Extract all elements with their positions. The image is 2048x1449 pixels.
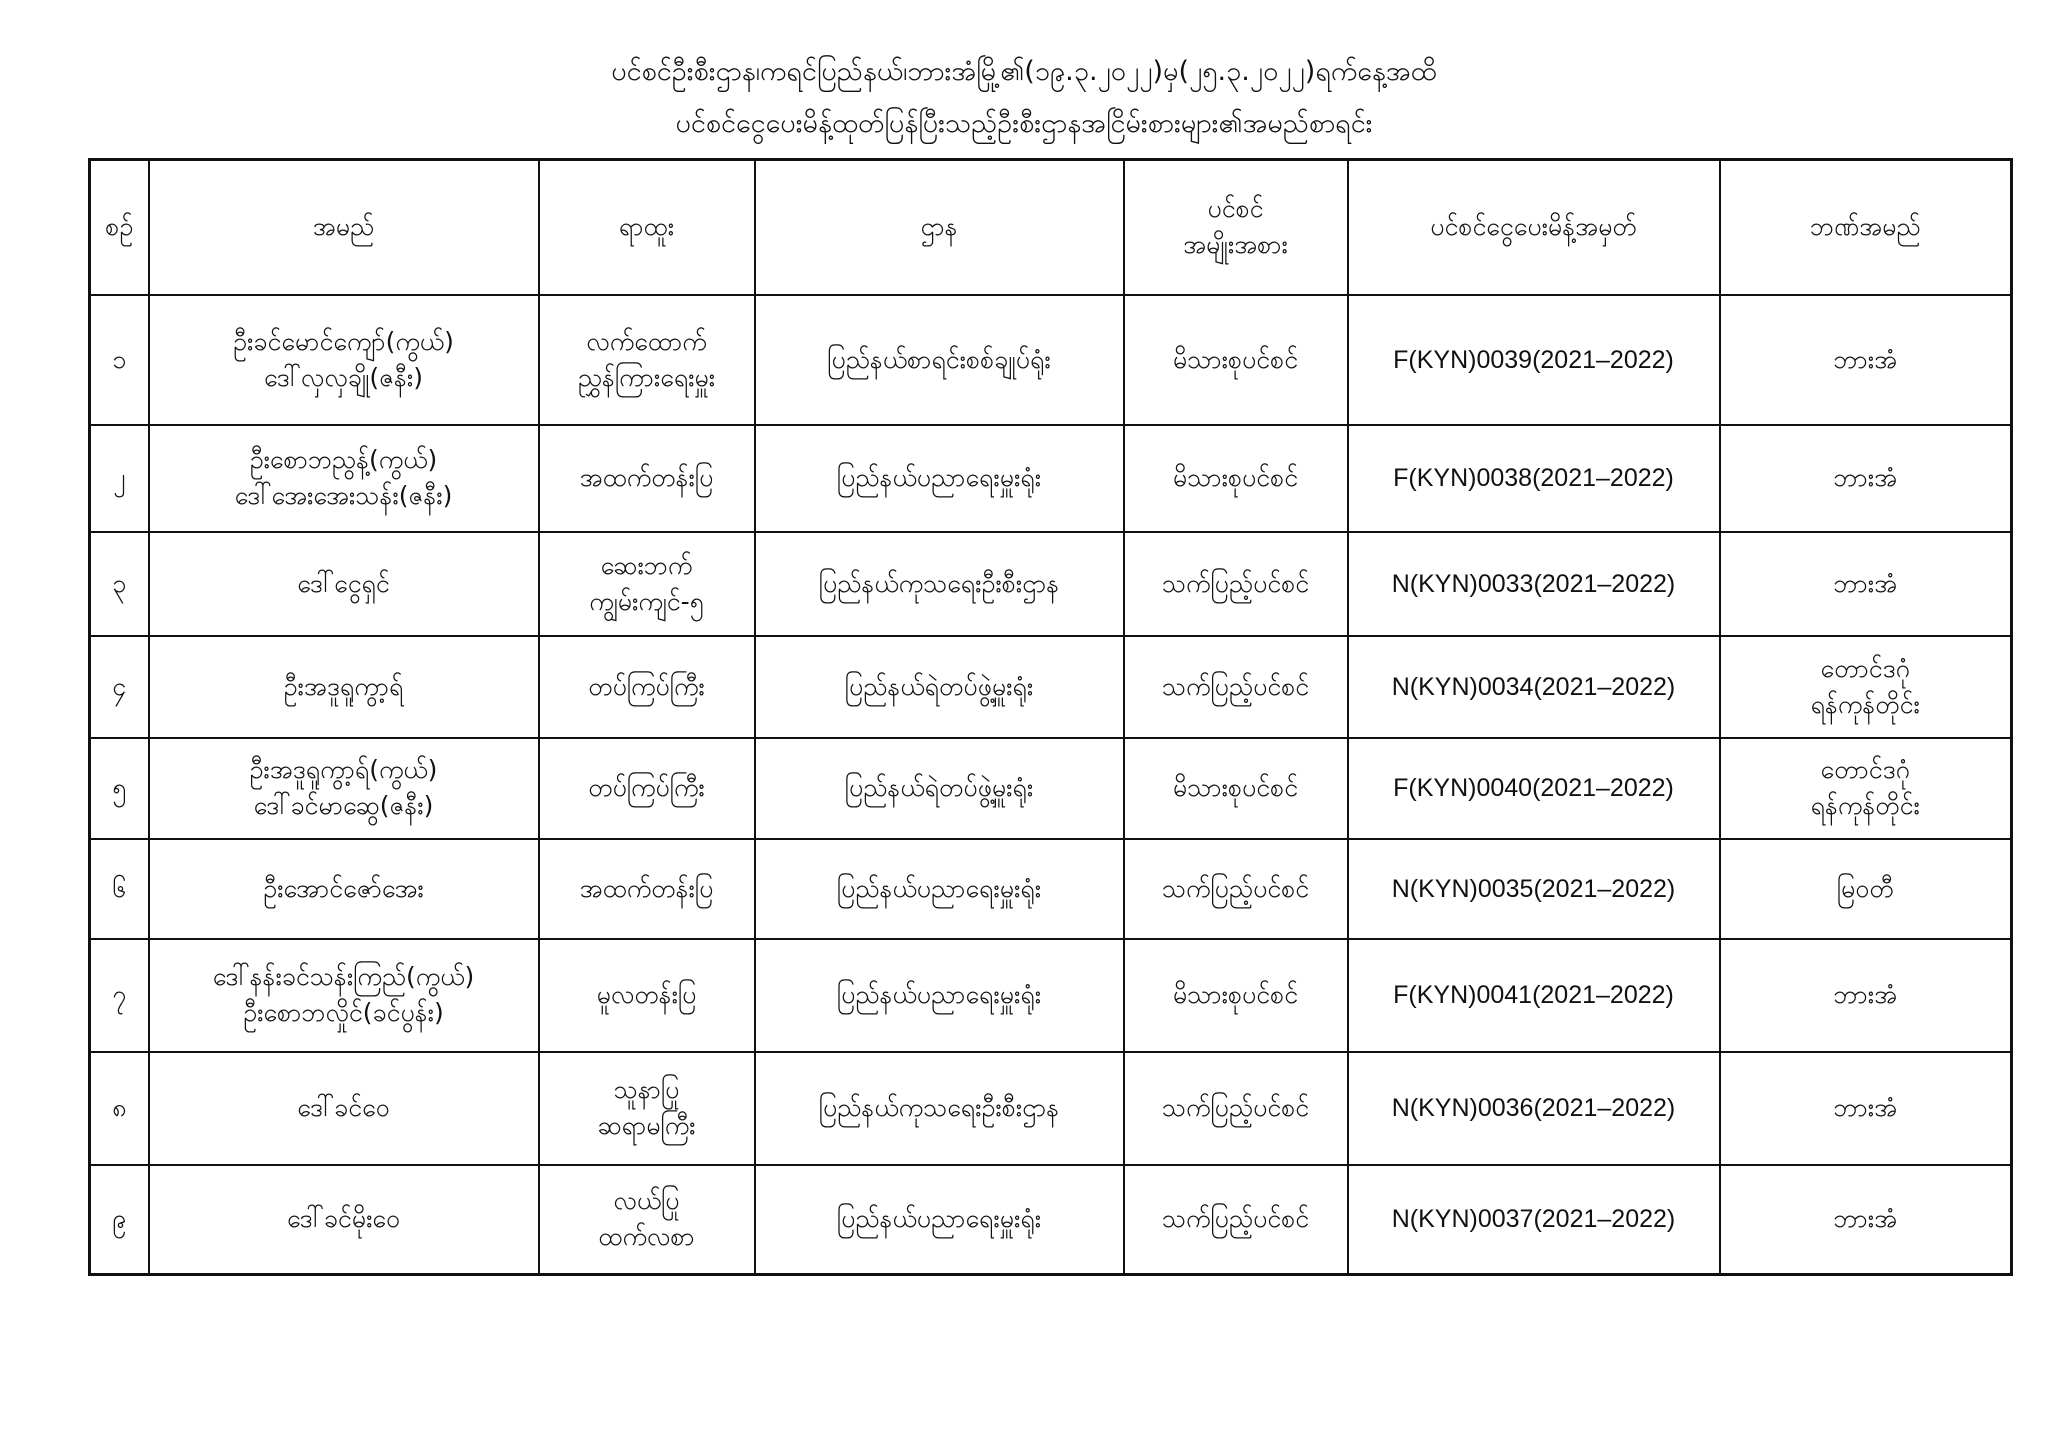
cell-department: ပြည်နယ်စာရင်းစစ်ချုပ်ရုံး [755, 295, 1124, 425]
table-row [90, 425, 2012, 532]
rank-line: ညွှန်ကြားရေးမှူး [577, 362, 716, 392]
cell-serial-no: ၉ [90, 1165, 149, 1275]
rank-line: ကျွမ်းကျင်-၅ [589, 586, 704, 616]
table-row [90, 939, 2012, 1052]
cell-pension-order-number: F(KYN)0041(2021–2022) [1348, 939, 1720, 1052]
cell-pension-order-number: N(KYN)0036(2021–2022) [1348, 1052, 1720, 1165]
table-row [90, 1052, 2012, 1165]
cell-pension-type: သက်ပြည့်ပင်စင် [1124, 532, 1348, 636]
cell-bank-name [1720, 738, 2012, 839]
cell-rank [539, 425, 755, 532]
document-title-line-1: ပင်စင်ဦးစီးဌာန၊ကရင်ပြည်နယ်၊ဘားအံမြို့၏(၁၉.၃.၂၀၂၂)မှ(၂၅.၃.၂၀၂၂)ရက်နေ့အထိ [611, 56, 1437, 87]
cell-pension-type: မိသားစုပင်စင် [1124, 738, 1348, 839]
table-row [90, 1165, 2012, 1275]
cell-department: ပြည်နယ်ရဲတပ်ဖွဲ့မှူးရုံး [755, 636, 1124, 738]
pensioner-table [88, 158, 2013, 1276]
rank-line: တပ်ကြပ်ကြီး [588, 773, 705, 802]
table-row [90, 839, 2012, 939]
cell-name [149, 1052, 539, 1165]
name-line: ဒေါ်ခင်မိုးဝေ [286, 1204, 401, 1234]
table-header-row [90, 160, 2012, 295]
cell-pension-type: မိသားစုပင်စင် [1124, 295, 1348, 425]
cell-name [149, 939, 539, 1052]
cell-bank-name [1720, 532, 2012, 636]
rank-line: မူလတန်းပြ [596, 980, 697, 1009]
cell-name [149, 425, 539, 532]
cell-serial-no: ၇ [90, 939, 149, 1052]
header-pension-order-number: ပင်စင်ငွေပေးမိန့်အမှတ် [1348, 160, 1720, 295]
rank-line: ထက်လစာ [598, 1222, 695, 1252]
cell-pension-type: သက်ပြည့်ပင်စင် [1124, 839, 1348, 939]
cell-department: ပြည်နယ်ကုသရေးဦးစီးဌာန [755, 532, 1124, 636]
cell-bank-name [1720, 839, 2012, 939]
rank-line: ဆေးဘက် [600, 550, 693, 580]
cell-rank [539, 1052, 755, 1165]
cell-rank [539, 839, 755, 939]
cell-pension-type: သက်ပြည့်ပင်စင် [1124, 636, 1348, 738]
cell-name [149, 532, 539, 636]
cell-rank [539, 295, 755, 425]
cell-pension-type: သက်ပြည့်ပင်စင် [1124, 1052, 1348, 1165]
cell-serial-no: ၄ [90, 636, 149, 738]
bank-line: ဘားအံ [1833, 980, 1898, 1009]
rank-line: အထက်တန်းပြ [579, 873, 714, 903]
cell-pension-order-number: N(KYN)0033(2021–2022) [1348, 532, 1720, 636]
table-row [90, 532, 2012, 636]
bank-line: မြဝတီ [1836, 873, 1894, 903]
cell-pension-order-number: N(KYN)0034(2021–2022) [1348, 636, 1720, 738]
cell-pension-order-number: F(KYN)0039(2021–2022) [1348, 295, 1720, 425]
cell-serial-no: ၈ [90, 1052, 149, 1165]
table-row [90, 636, 2012, 738]
rank-line: လက်ထောက် [586, 326, 707, 356]
cell-pension-order-number: F(KYN)0040(2021–2022) [1348, 738, 1720, 839]
rank-line: တပ်ကြပ်ကြီး [588, 671, 705, 701]
cell-serial-no: ၅ [90, 738, 149, 839]
header-rank: ရာထူး [539, 160, 755, 295]
cell-name [149, 1165, 539, 1275]
cell-serial-no: ၃ [90, 532, 149, 636]
cell-pension-order-number: F(KYN)0038(2021–2022) [1348, 425, 1720, 532]
bank-line: ဘားအံ [1833, 344, 1898, 374]
rank-line: သူနာပြု [613, 1075, 680, 1104]
header-name: အမည် [149, 160, 539, 295]
document-title-line-2: ပင်စင်ငွေပေးမိန့်ထုတ်ပြန်ပြီးသည့်ဦးစီးဌာနအငြိမ်းစားများ၏အမည်စာရင်း [675, 108, 1373, 139]
header-serial-no: စဉ် [90, 160, 149, 295]
rank-line: လယ်ပြု [613, 1186, 680, 1216]
cell-bank-name [1720, 636, 2012, 738]
name-line: ဒေါ်လှလှချို(ဇနီး) [263, 362, 424, 392]
name-line: ဦးအဒူရူကွာ့ရ်(ကွယ်) [249, 755, 438, 784]
header-department: ဌာန [755, 160, 1124, 295]
cell-pension-type: သက်ပြည့်ပင်စင် [1124, 1165, 1348, 1275]
cell-rank [539, 636, 755, 738]
name-line: ဒေါ်ခင်ဝေ [297, 1093, 390, 1122]
cell-rank [539, 738, 755, 839]
cell-serial-no: ၂ [90, 425, 149, 532]
bank-line: ဘားအံ [1833, 463, 1898, 492]
cell-rank [539, 939, 755, 1052]
cell-serial-no: ၁ [90, 295, 149, 425]
cell-department: ပြည်နယ်ပညာရေးမှူးရုံး [755, 839, 1124, 939]
rank-line: ဆရာမကြီး [597, 1111, 696, 1140]
cell-department: ပြည်နယ်ပညာရေးမှူးရုံး [755, 939, 1124, 1052]
rank-line: အထက်တန်းပြ [579, 463, 714, 492]
header-pension-type-line: ပင်စင် [1207, 194, 1264, 224]
table-row [90, 738, 2012, 839]
name-line: ဒေါ်အေးအေးသန်း(ဇနီး) [234, 481, 453, 510]
cell-department: ပြည်နယ်ပညာရေးမှူးရုံး [755, 1165, 1124, 1275]
cell-name [149, 738, 539, 839]
cell-department: ပြည်နယ်ရဲတပ်ဖွဲ့မှူးရုံး [755, 738, 1124, 839]
name-line: ဒေါ်ခင်မာဆွေ(ဇနီး) [253, 791, 434, 820]
name-line: ဦးစောဘလှိုင်(ခင်ပွန်း) [243, 998, 444, 1027]
cell-bank-name [1720, 1052, 2012, 1165]
cell-rank [539, 1165, 755, 1275]
bank-line: တောင်ဒဂုံ [1820, 653, 1910, 683]
header-pension-type [1124, 160, 1348, 295]
header-pension-type-line: အမျိုးအစား [1183, 230, 1288, 260]
bank-line: ဘားအံ [1833, 568, 1898, 598]
name-line: ဦးစောဘညွန့်(ကွယ်) [249, 445, 438, 474]
cell-bank-name [1720, 295, 2012, 425]
name-line: ဒေါ်ငွေရှင် [297, 568, 390, 598]
name-line: ဦးအောင်ဇော်အေး [263, 873, 424, 903]
cell-serial-no: ၆ [90, 839, 149, 939]
cell-department: ပြည်နယ်ကုသရေးဦးစီးဌာန [755, 1052, 1124, 1165]
cell-name [149, 295, 539, 425]
cell-pension-type: မိသားစုပင်စင် [1124, 939, 1348, 1052]
cell-bank-name [1720, 1165, 2012, 1275]
name-line: ဦးအဒူရူကွာ့ရ် [283, 671, 404, 701]
table-row [90, 295, 2012, 425]
cell-bank-name [1720, 939, 2012, 1052]
bank-line: တောင်ဒဂုံ [1820, 755, 1910, 784]
cell-pension-order-number: N(KYN)0037(2021–2022) [1348, 1165, 1720, 1275]
cell-rank [539, 532, 755, 636]
cell-name [149, 636, 539, 738]
cell-name [149, 839, 539, 939]
bank-line: ဘားအံ [1833, 1204, 1898, 1234]
bank-line: ရန်ကုန်တိုင်း [1810, 689, 1920, 719]
name-line: ဒေါ်နန်းခင်သန်းကြည်(ကွယ်) [212, 962, 475, 991]
bank-line: ရန်ကုန်တိုင်း [1810, 791, 1920, 820]
cell-bank-name [1720, 425, 2012, 532]
cell-department: ပြည်နယ်ပညာရေးမှူးရုံး [755, 425, 1124, 532]
cell-pension-type: မိသားစုပင်စင် [1124, 425, 1348, 532]
bank-line: ဘားအံ [1833, 1093, 1898, 1122]
header-bank-name: ဘဏ်အမည် [1720, 160, 2012, 295]
name-line: ဦးခင်မောင်ကျော်(ကွယ်) [233, 326, 454, 356]
cell-pension-order-number: N(KYN)0035(2021–2022) [1348, 839, 1720, 939]
